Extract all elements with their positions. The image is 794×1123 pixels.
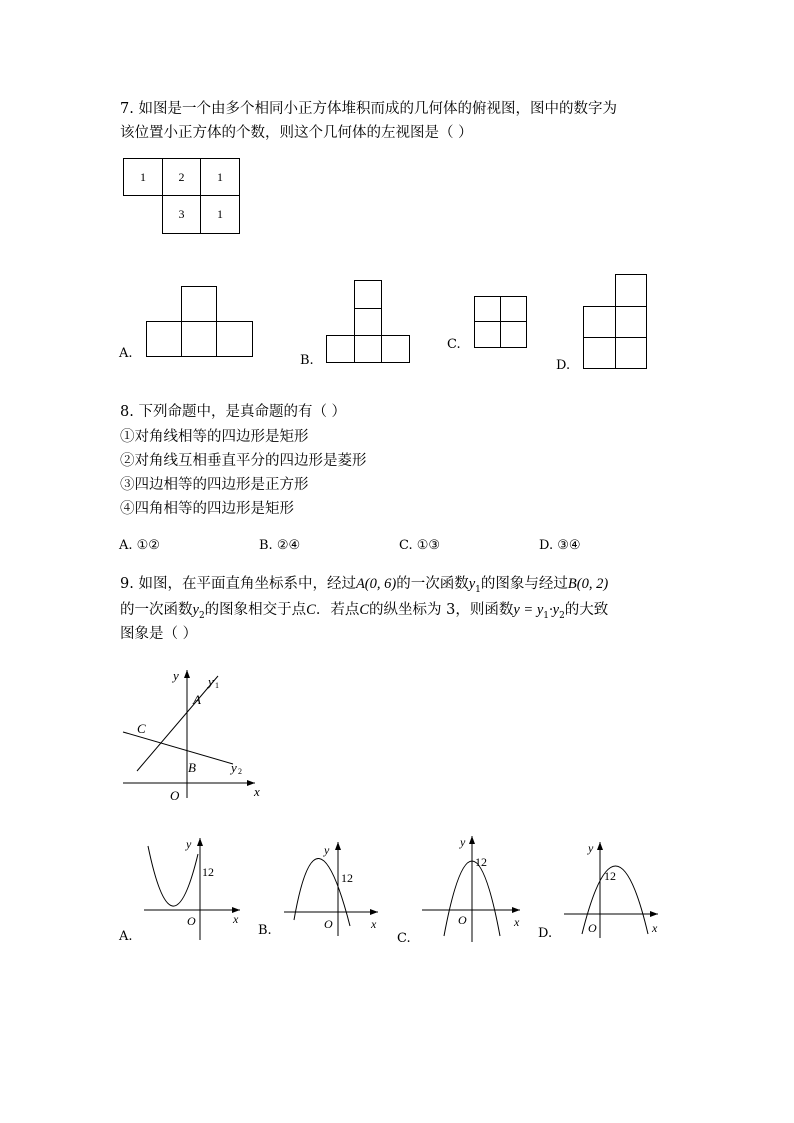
q8-option-b[interactable]: B. ②④ <box>259 538 301 553</box>
y-arrow-icon <box>597 842 603 850</box>
q9-func-sub2: 2 <box>559 610 565 621</box>
q9-option-a-label[interactable]: A. <box>119 929 133 944</box>
q7-option-a-label[interactable]: A. <box>119 346 133 361</box>
graph-y: y <box>588 841 594 855</box>
q9-option-c-label[interactable]: C. <box>397 931 411 946</box>
q9-y1: y <box>468 576 476 592</box>
graph-12: 12 <box>475 855 487 869</box>
x-arrow-icon <box>512 907 520 913</box>
graph-12: 12 <box>341 871 353 885</box>
q7-option-c-label[interactable]: C. <box>447 337 461 352</box>
q9-option-b-graph <box>282 838 386 938</box>
fig-label-b: B <box>188 760 196 775</box>
fig-label-c: C <box>137 721 146 736</box>
q9-text: 的纵坐标为 3，则函数 <box>369 602 514 618</box>
q9-text: 的一次函数 <box>396 576 469 592</box>
q9-option-c-graph <box>420 832 526 944</box>
graph-y: y <box>186 837 192 851</box>
q9-option-d-graph <box>562 838 666 942</box>
q9-y2: y <box>192 602 199 618</box>
graph-o: O <box>458 913 467 927</box>
line-y1 <box>137 676 218 771</box>
q9-y2-sub: 2 <box>198 610 205 621</box>
q9-option-d-label[interactable]: D. <box>538 926 553 941</box>
parabola <box>148 846 198 906</box>
q8-statement-1: ①对角线相等的四边形是矩形 <box>120 429 309 445</box>
q9-line3: 图象是（ ） <box>120 626 198 642</box>
q8-statement-2: ②对角线互相垂直平分的四边形是菱形 <box>120 453 367 469</box>
q7-line2: 该位置小正方体的个数，则这个几何体的左视图是（ ） <box>120 125 473 141</box>
q9-func-mid: ·y <box>549 602 560 618</box>
q9-point-a: A(0, 6) <box>355 576 397 592</box>
grid-cell: 1 <box>200 195 240 234</box>
grid-cell: 1 <box>123 158 163 196</box>
q8-stem: 8. 下列命题中，是真命题的有（ ） <box>120 404 347 420</box>
parabola <box>294 858 350 926</box>
q9-y1-sub: 1 <box>475 584 481 595</box>
q7-option-b-label[interactable]: B. <box>300 353 314 368</box>
q9-func-sub1: 1 <box>543 610 549 621</box>
graph-12: 12 <box>604 869 616 883</box>
q7-option-d-label[interactable]: D. <box>556 358 571 373</box>
q9-point-c: C <box>359 602 370 618</box>
graph-x: x <box>514 915 520 929</box>
q8-option-c[interactable]: C. ①③ <box>399 538 441 553</box>
fig-label-x: x <box>254 784 260 799</box>
q9-point-c: C <box>306 602 316 618</box>
graph-x: x <box>371 917 377 931</box>
fig-label-y1: y <box>208 674 214 689</box>
fig-label-y: y <box>173 668 179 683</box>
x-arrow-icon <box>650 911 658 917</box>
q7-option-b-figure <box>326 280 412 364</box>
fig-label-o: O <box>170 788 180 803</box>
q8-option-a[interactable]: A. ①② <box>119 538 160 553</box>
q9-text: 的图象相交于点 <box>204 602 307 618</box>
q9-text: 的图象与经过 <box>480 576 568 592</box>
graph-y: y <box>460 835 466 849</box>
y-arrow-icon <box>197 838 203 846</box>
q9-coordinate-figure <box>115 662 265 804</box>
q9-text: 9. 如图，在平面直角坐标系中，经过 <box>120 576 356 592</box>
fig-label-y1-sub: 1 <box>215 681 219 690</box>
graph-x: x <box>652 921 658 935</box>
q9-text: 的大致 <box>564 602 609 618</box>
x-arrow-icon <box>370 909 378 915</box>
q9-text: 的一次函数 <box>120 602 193 618</box>
q9-func: y = y <box>513 602 544 618</box>
y-arrow-icon <box>335 842 341 850</box>
grid-cell: 1 <box>200 158 240 196</box>
q9-option-b-label[interactable]: B. <box>258 923 272 938</box>
q9-point-b: B(0, 2) <box>567 576 609 592</box>
q8-statement-4: ④四角相等的四边形是矩形 <box>120 501 294 517</box>
fig-label-a: A <box>193 692 201 707</box>
q7-option-d-figure <box>583 274 649 370</box>
q9-text: ．若点 <box>315 602 360 618</box>
graph-o: O <box>187 914 196 928</box>
y-axis-arrow-icon <box>184 670 190 678</box>
q7-option-c-figure <box>474 296 528 349</box>
fig-label-y2: y <box>231 760 237 775</box>
fig-label-y2-sub: 2 <box>238 767 242 776</box>
graph-y: y <box>324 843 330 857</box>
q8-statement-3: ③四边相等的四边形是正方形 <box>120 477 309 493</box>
q9-option-a-graph <box>140 834 250 944</box>
q7-line1: 7. 如图是一个由多个相同小正方体堆积而成的几何体的俯视图，图中的数字为 <box>120 101 617 117</box>
graph-o: O <box>324 917 333 931</box>
graph-12: 12 <box>202 865 214 879</box>
q7-option-a-figure <box>146 286 256 358</box>
y-arrow-icon <box>469 836 475 844</box>
graph-x: x <box>233 912 239 926</box>
grid-cell: 3 <box>162 195 201 234</box>
graph-o: O <box>588 921 597 935</box>
grid-cell: 2 <box>162 158 201 196</box>
q8-option-d[interactable]: D. ③④ <box>539 538 581 553</box>
line-y2 <box>123 732 233 764</box>
